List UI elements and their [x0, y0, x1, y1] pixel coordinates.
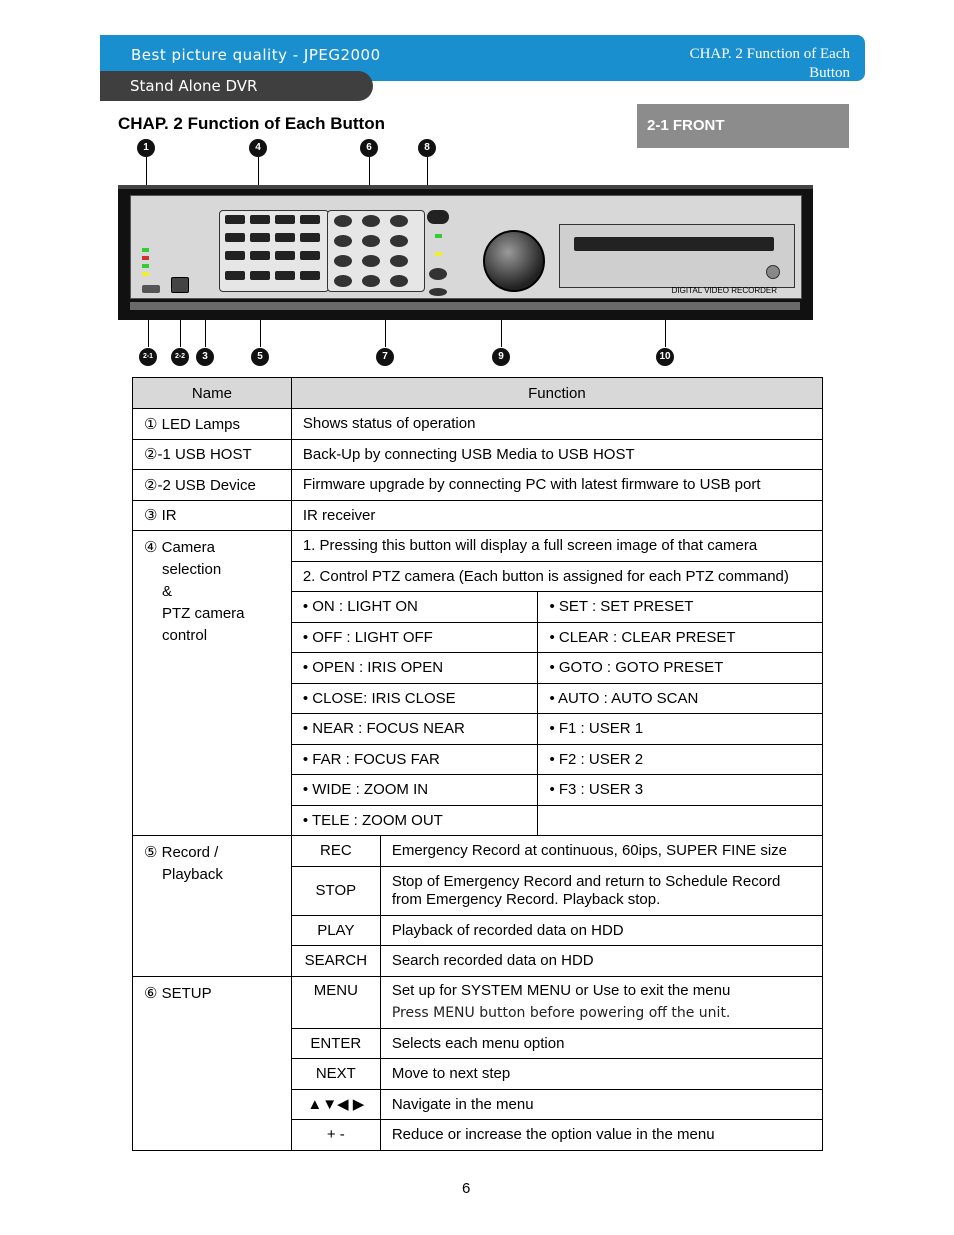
camera-button: [300, 233, 320, 242]
header-name: Name: [133, 378, 292, 409]
key-cell: REC: [291, 836, 380, 867]
page-number: 6: [462, 1180, 471, 1197]
next-button-icon: [390, 215, 408, 227]
camera-name-cell: [133, 531, 292, 836]
pattern-led-icon: [435, 252, 442, 256]
right-button-icon: [390, 235, 408, 247]
camera-button: [225, 251, 245, 260]
desc-cell: Reduce or increase the option value in the menu: [380, 1120, 822, 1151]
name-line: selection: [162, 561, 222, 578]
panel-edge: [118, 185, 813, 189]
callout-2-2: 2-2: [171, 348, 189, 366]
table-header-row: [133, 378, 823, 409]
desc-cell: Navigate in the menu: [380, 1089, 822, 1120]
dvr-front-panel: [118, 185, 813, 320]
ptz-cell: • TELE : ZOOM OUT: [291, 805, 538, 836]
name-line: PTZ camera: [162, 605, 245, 622]
key-cell: PLAY: [291, 915, 380, 946]
up-button-icon: [362, 215, 380, 227]
desc-cell: Move to next step: [380, 1059, 822, 1090]
disk-slot-icon: [574, 237, 774, 251]
table-row: [133, 976, 823, 1028]
key-cell: ▲▼◀ ▶: [291, 1089, 380, 1120]
ptz-cell: • F3 : USER 3: [538, 775, 823, 806]
chapter-header-line2: Button: [809, 65, 850, 81]
ptz-cell: • OFF : LIGHT OFF: [291, 622, 538, 653]
led-play-icon: [142, 264, 149, 268]
name-line: control: [162, 627, 208, 644]
led-hdd-icon: [142, 248, 149, 252]
callout-4: 4: [249, 139, 267, 157]
section-box: 2-1 FRONT: [637, 104, 849, 148]
ptz-cell: • WIDE : ZOOM IN: [291, 775, 538, 806]
row-name: ① LED Lamps: [133, 409, 292, 440]
camera-button: [225, 233, 245, 242]
chapter-header: [690, 45, 850, 83]
ptz-cell: • AUTO : AUTO SCAN: [538, 683, 823, 714]
camera-button: [250, 251, 270, 260]
ptz-cell: • OPEN : IRIS OPEN: [291, 653, 538, 684]
banner-title: Best picture quality - JPEG2000: [131, 46, 381, 64]
callout-7: 7: [376, 348, 394, 366]
function-table: [132, 377, 823, 1151]
callout-3: 3: [196, 348, 214, 366]
jog-shuttle-dial-icon: [483, 230, 545, 292]
setup-button-group: [327, 210, 425, 292]
down-button-icon: [362, 255, 380, 267]
camera-button: [300, 215, 320, 224]
table-row: [133, 500, 823, 531]
camera-button: [275, 271, 295, 280]
table-row: [133, 470, 823, 501]
callout-6: 6: [360, 139, 378, 157]
ptz-cell: • F1 : USER 1: [538, 714, 823, 745]
row-name: ②-2 USB Device: [133, 470, 292, 501]
ptz-cell: • FAR : FOCUS FAR: [291, 744, 538, 775]
run-led-icon: [435, 234, 442, 238]
pip-button-icon: [362, 275, 380, 287]
camera-button: [300, 271, 320, 280]
key-cell: MENU: [291, 976, 380, 1028]
row-name: ②-1 USB HOST: [133, 439, 292, 470]
key-cell: SEARCH: [291, 946, 380, 977]
camera-button: [300, 251, 320, 260]
table-row: [133, 439, 823, 470]
mode-button-icon: [334, 275, 352, 287]
camera-button: [225, 215, 245, 224]
ptz-cell: • F2 : USER 2: [538, 744, 823, 775]
key-cell: ENTER: [291, 1028, 380, 1059]
desc-cell: Stop of Emergency Record and return to Schedule Record from Emergency Record. Playback stop.: [380, 866, 822, 915]
name-line: Playback: [162, 866, 223, 883]
callout-10: 10: [656, 348, 674, 366]
name-line: ⑤ Record /: [144, 844, 219, 861]
usb-host-icon: [142, 285, 160, 293]
ptz-cell: • GOTO : GOTO PRESET: [538, 653, 823, 684]
ptz-cell: [538, 805, 823, 836]
record-name-cell: [133, 836, 292, 977]
plus-button-icon: [390, 255, 408, 267]
usb-device-icon: [171, 277, 189, 293]
jog-shuttle-button-icon: [427, 210, 449, 224]
seq-button-icon: [390, 275, 408, 287]
led-ethernet-icon: [142, 272, 149, 276]
camera-button: [275, 233, 295, 242]
camera-button: [250, 271, 270, 280]
camera-button: [250, 215, 270, 224]
header-function: Function: [291, 378, 822, 409]
desc-cell: Selects each menu option: [380, 1028, 822, 1059]
callout-5: 5: [251, 348, 269, 366]
key-cell: STOP: [291, 866, 380, 915]
name-line: ⑥ SETUP: [144, 984, 212, 1002]
q-play-button-icon: [429, 288, 447, 296]
key-cell: + -: [291, 1120, 380, 1151]
callout-8: 8: [418, 139, 436, 157]
desc-cell: Search recorded data on HDD: [380, 946, 822, 977]
hdd-tray: [559, 224, 795, 288]
table-row: [133, 531, 823, 562]
desc-cell: Playback of recorded data on HDD: [380, 915, 822, 946]
chapter-title: CHAP. 2 Function of Each Button: [118, 114, 385, 133]
row-function: Back-Up by connecting USB Media to USB HOST: [291, 439, 822, 470]
row-name: ③ IR: [133, 500, 292, 531]
callout-9: 9: [492, 348, 510, 366]
panel-base: [130, 302, 800, 310]
chapter-header-line1: CHAP. 2 Function of Each: [689, 46, 850, 62]
led-record-icon: [142, 256, 149, 260]
ptz-cell: • CLEAR : CLEAR PRESET: [538, 622, 823, 653]
camera-button: [225, 271, 245, 280]
callout-1: 1: [137, 139, 155, 157]
menu-note: Press MENU button before powering off the unit.: [391, 1005, 731, 1021]
camera-button: [250, 233, 270, 242]
name-line: &: [162, 583, 173, 600]
enter-button-icon: [362, 235, 380, 247]
camera-button: [275, 251, 295, 260]
callout-2-1: 2-1: [139, 348, 157, 366]
e-lock-button-icon: [429, 268, 447, 280]
menu-desc: Set up for SYSTEM MENU or Use to exit the menu: [391, 982, 731, 999]
subbanner-title: Stand Alone DVR: [130, 77, 258, 95]
camera-button: [275, 215, 295, 224]
minus-button-icon: [334, 255, 352, 267]
row-function: 1. Pressing this button will display a full screen image of that camera: [291, 531, 822, 562]
row-function: Firmware upgrade by connecting PC with latest firmware to USB port: [291, 470, 822, 501]
name-line: ④ Camera: [144, 539, 215, 556]
desc-cell: [380, 976, 822, 1028]
left-button-icon: [334, 235, 352, 247]
row-function: IR receiver: [291, 500, 822, 531]
menu-button-icon: [334, 215, 352, 227]
ptz-cell: • CLOSE: IRIS CLOSE: [291, 683, 538, 714]
device-label: DIGITAL VIDEO RECORDER: [671, 286, 777, 295]
ptz-cell: • SET : SET PRESET: [538, 592, 823, 623]
table-row: [133, 836, 823, 867]
setup-name-cell: [133, 976, 292, 1150]
ptz-cell: • NEAR : FOCUS NEAR: [291, 714, 538, 745]
table-row: [133, 409, 823, 440]
eject-button-icon: [766, 265, 780, 279]
row-function: Shows status of operation: [291, 409, 822, 440]
row-function: 2. Control PTZ camera (Each button is assigned for each PTZ command): [291, 561, 822, 592]
key-cell: NEXT: [291, 1059, 380, 1090]
ptz-cell: • ON : LIGHT ON: [291, 592, 538, 623]
desc-cell: Emergency Record at continuous, 60ips, SUPER FINE size: [380, 836, 822, 867]
camera-button-group: [219, 210, 329, 292]
panel-face: [130, 195, 802, 299]
